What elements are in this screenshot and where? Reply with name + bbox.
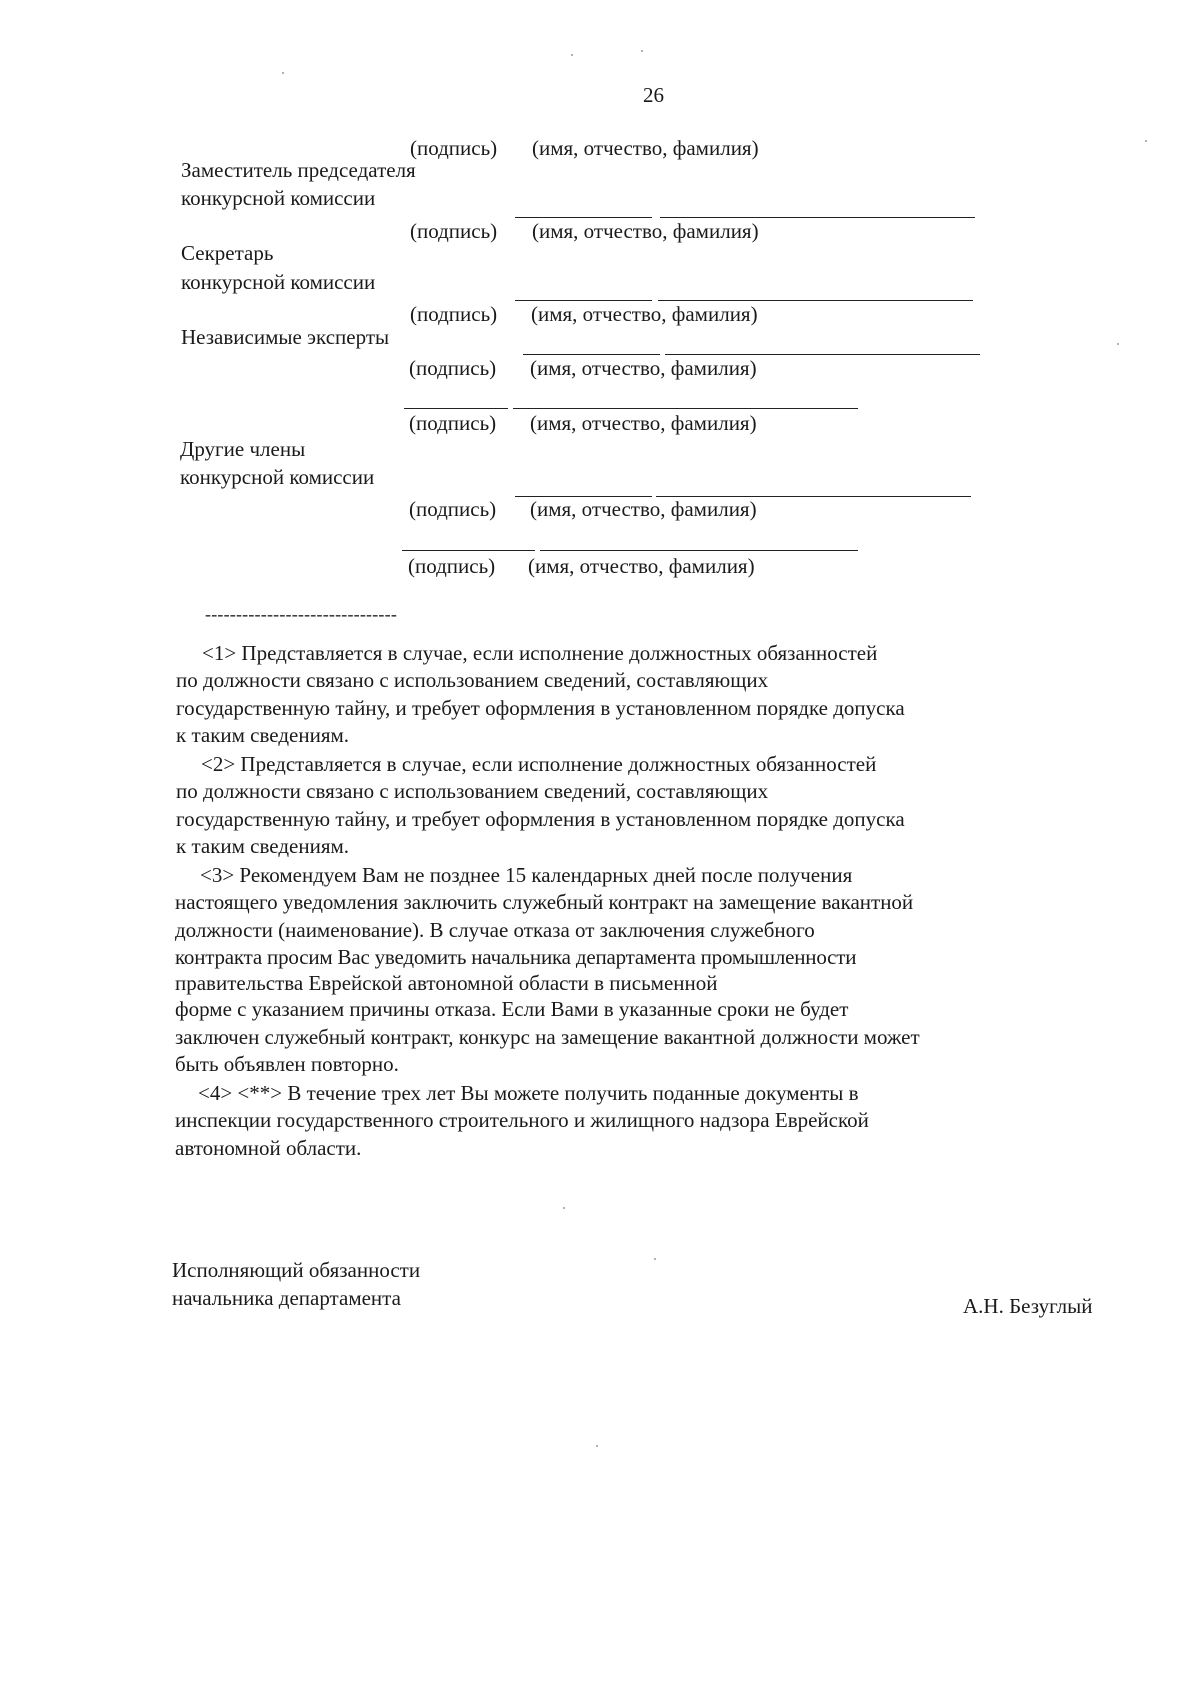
footnote-1-line: <1> Представляется в случае, если исполнение должностных обязанностей (202, 641, 878, 665)
footnote-1-line: к таким сведениям. (176, 723, 350, 747)
footnote-3-line: заключен служебный контракт, конкурс на замещение вакантной должности может (175, 1025, 920, 1049)
name-caption: (имя, отчество, фамилия) (530, 497, 757, 521)
name-caption: (имя, отчество, фамилия) (528, 554, 755, 578)
signature-line (402, 550, 535, 551)
role-deputy-line1: Заместитель председателя (181, 158, 416, 182)
scan-speck (1145, 140, 1147, 142)
signatory-title-line2: начальника департамента (172, 1286, 401, 1310)
signature-caption: (подпись) (410, 136, 498, 160)
page-number: 26 (643, 83, 664, 107)
footnote-2-line: по должности связано с использованием сведений, составляющих (176, 779, 769, 803)
footnote-separator: ------------------------------- (205, 604, 398, 624)
role-others-line2: конкурсной комиссии (180, 465, 375, 489)
footnote-3-line: настоящего уведомления заключить служебный контракт на замещение вакантной (175, 890, 914, 914)
role-secretary-line1: Секретарь (181, 241, 274, 265)
signature-line (404, 408, 508, 409)
signatory-title-line1: Исполняющий обязанности (172, 1258, 421, 1282)
footnote-1-line: государственную тайну, и требует оформления в установленном порядке допуска (176, 696, 905, 720)
footnote-2-line: к таким сведениям. (176, 834, 350, 858)
footnote-4-line: <4> <**> В течение трех лет Вы можете получить поданные документы в (198, 1081, 859, 1105)
footnote-3-line: быть объявлен повторно. (175, 1052, 399, 1076)
footnote-4-line: инспекции государственного строительного и жилищного надзора Еврейской (175, 1108, 869, 1132)
name-caption: (имя, отчество, фамилия) (531, 302, 758, 326)
scan-speck (571, 54, 573, 56)
role-secretary-line2: конкурсной комиссии (181, 270, 376, 294)
signature-caption: (подпись) (409, 497, 497, 521)
footnote-2-line: <2> Представляется в случае, если исполнение должностных обязанностей (201, 752, 877, 776)
signature-caption: (подпись) (410, 302, 498, 326)
role-deputy-line2: конкурсной комиссии (181, 186, 376, 210)
footnote-3-line: контракта просим Вас уведомить начальника департамента промышленности (175, 945, 857, 969)
role-experts: Независимые эксперты (181, 325, 390, 349)
scan-speck (282, 72, 284, 74)
signatory-name: А.Н. Безуглый (963, 1294, 1093, 1318)
name-caption: (имя, отчество, фамилия) (530, 356, 757, 380)
role-others-line1: Другие члены (180, 437, 306, 461)
name-line (513, 408, 858, 409)
signature-caption: (подпись) (409, 356, 497, 380)
scan-speck (1117, 343, 1119, 345)
scan-speck (596, 1445, 598, 1447)
scan-speck (563, 1207, 565, 1209)
name-caption: (имя, отчество, фамилия) (530, 411, 757, 435)
footnote-3-line: должности (наименование). В случае отказа от заключения служебного (175, 918, 815, 942)
signature-caption: (подпись) (408, 554, 496, 578)
signature-caption: (подпись) (410, 219, 498, 243)
footnote-2-line: государственную тайну, и требует оформления в установленном порядке допуска (176, 807, 905, 831)
name-line (540, 550, 858, 551)
name-caption: (имя, отчество, фамилия) (532, 219, 759, 243)
footnote-4-line: автономной области. (175, 1136, 362, 1160)
signature-caption: (подпись) (409, 411, 497, 435)
footnote-1-line: по должности связано с использованием сведений, составляющих (176, 668, 769, 692)
footnote-3-line: <3> Рекомендуем Вам не позднее 15 календарных дней после получения (200, 863, 853, 887)
name-caption: (имя, отчество, фамилия) (532, 136, 759, 160)
footnote-3-line: правительства Еврейской автономной области в письменной (175, 971, 718, 995)
scan-speck (654, 1258, 656, 1260)
footnote-3-line: форме с указанием причины отказа. Если Вами в указанные сроки не будет (175, 997, 849, 1021)
scan-speck (641, 50, 643, 52)
